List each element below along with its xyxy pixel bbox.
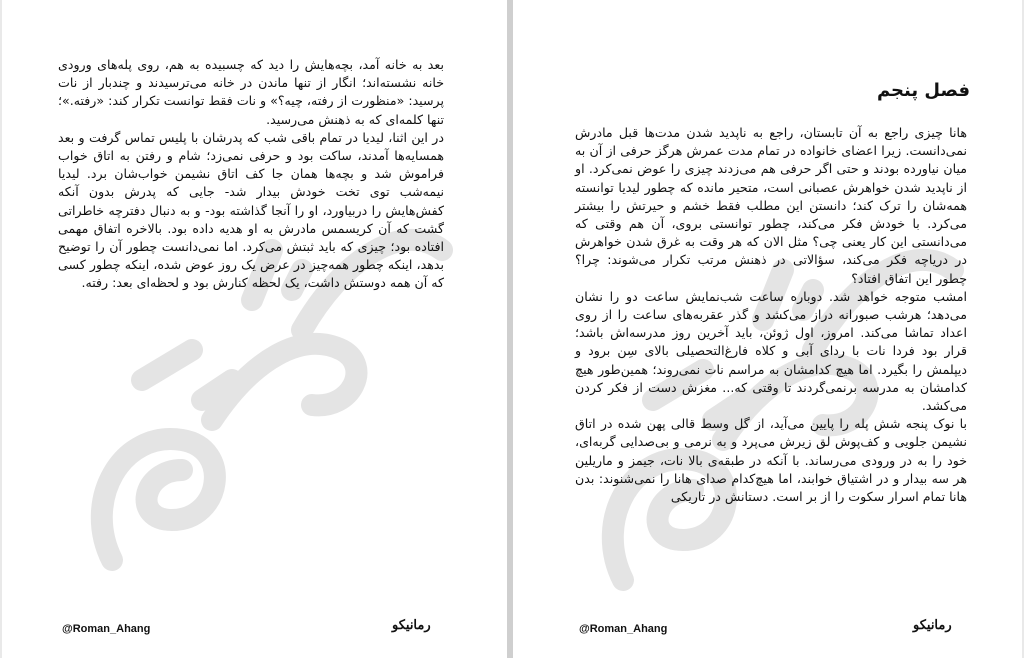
footer-handle: @Roman_Ahang [62,623,151,635]
footer-handle: @Roman_Ahang [579,623,668,635]
footer-logo: رمانیکو [913,618,952,633]
right-page-body [575,124,967,506]
paragraph: با نوک پنجه شش پله را پایین می‌آید، از گل وسط قالی پهن شده در اتاق نشیمن جلویی و کف‌پوش لق زیرش می‌پرد و به نرمی و بی‌صدایی گربه‌ای، خود را به در ورودی می‌رساند. با آنکه در طبقه‌ی بالا نات، جیمز و ماریلین هر سه بیدار و در اشتیاق خوابند، اما هیچ‌کدام صدای هانا را نمی‌شنوند: بدن هانا تمام اسرار سکوت را از بر است. دستانش در تاریکی [575,416,967,505]
right-page [513,0,1022,658]
paragraph: امشب متوجه خواهد شد. دوباره ساعت شب‌نمایش ساعت دو را نشان می‌دهد؛ هرشب صبورانه دراز می‌کشد و گذر عقربه‌های ساعت را از روی اعداد تماشا می‌کند. امروز، اول ژوئن، باید آخرین روز مدرسه‌اش باشد؛ قرار بود فردا نات با ردای آبی و کلاه فارغ‌التحصیلی بالای سِن برود و دیپلمش را بگیرد. اما هیچ کدامشان به مراسم نات نمی‌روند؛ همین‌طور هیچ کدامشان به مدرسه برنمی‌گردند تا وقتی که... مغزش دست از فکر کردن می‌کشد. [575,288,967,414]
left-page-body [58,56,444,293]
chapter-title: فصل پنجم [876,80,970,101]
footer-logo: رمانیکو [392,618,431,633]
paragraph: در این اثنا، لیدیا در تمام باقی شب که پدرشان با پلیس تماس گرفت و بعد همسایه‌ها آمدند، ساکت بود و حرفی نمی‌زد؛ شام و رفتن به اتاق خواب فراموش شد و بچه‌ها همان جا کف اتاق نشیمن خواب‌شان برد. لیدیا نیمه‌شب توی تخت خودش بیدار شد- جایی که پدرش بدون آنکه کفش‌هایش را دربیاورد، او را آنجا گذاشته بود- و به دنبال دفترچه خاطراتی گشت که آن کریسمس مادرش به او هدیه داده بود. بالاخره اتفاق مهمی افتاده بود؛ چیزی که باید ثبتش می‌کرد. اما نمی‌دانست چطور آن را توضیح بدهد، اینکه چطور همه‌چیز در عرض یک روز عوض شده، اینکه چطور کسی که آن همه دوستش داشت، یک لحظه کنارش بود و لحظه‌ای بعد: رفته. [58,129,444,291]
paragraph: هانا چیزی راجع به آن تابستان، راجع به ناپدید شدن مدت‌ها قبل مادرش نمی‌دانست. زیرا اعضای خانواده در تمام مدت عمرش هرگز حرفی از آن به میان نیاورده بودند و حتی اگر حرفی هم می‌زدند چیزی را عوض نمی‌کرد. او از ناپدید شدن خواهرش عصبانی است، متحیر مانده که چطور لیدیا توانسته همه‌شان را ترک کند؛ دانستن این مطلب فقط خشم و حیرتش را بیشتر می‌کرد. با خودش فکر می‌کند، چطور توانستی بروی، آن هم وقتی که می‌دانستی این کار یعنی چی؟ مثل الان که هر وقت به غرق شدن خواهرش در دریاچه فکر می‌کند، سؤالاتی در ذهنش مرتب تکرار می‌شوند: چرا؟ چطور این اتفاق افتاد؟ [575,125,967,286]
left-page [2,0,507,658]
paragraph: بعد به خانه آمد، بچه‌هایش را دید که چسبیده به هم، روی پله‌های ورودی خانه نشسته‌اند؛ انگار از تنها ماندن در خانه می‌ترسیدند و چندبار از نات پرسید: «منظورت از رفته، چیه؟» و نات فقط توانست تکرار کند: «رفته.»؛ تنها کلمه‌ای که به ذهنش می‌رسید. [58,57,444,127]
